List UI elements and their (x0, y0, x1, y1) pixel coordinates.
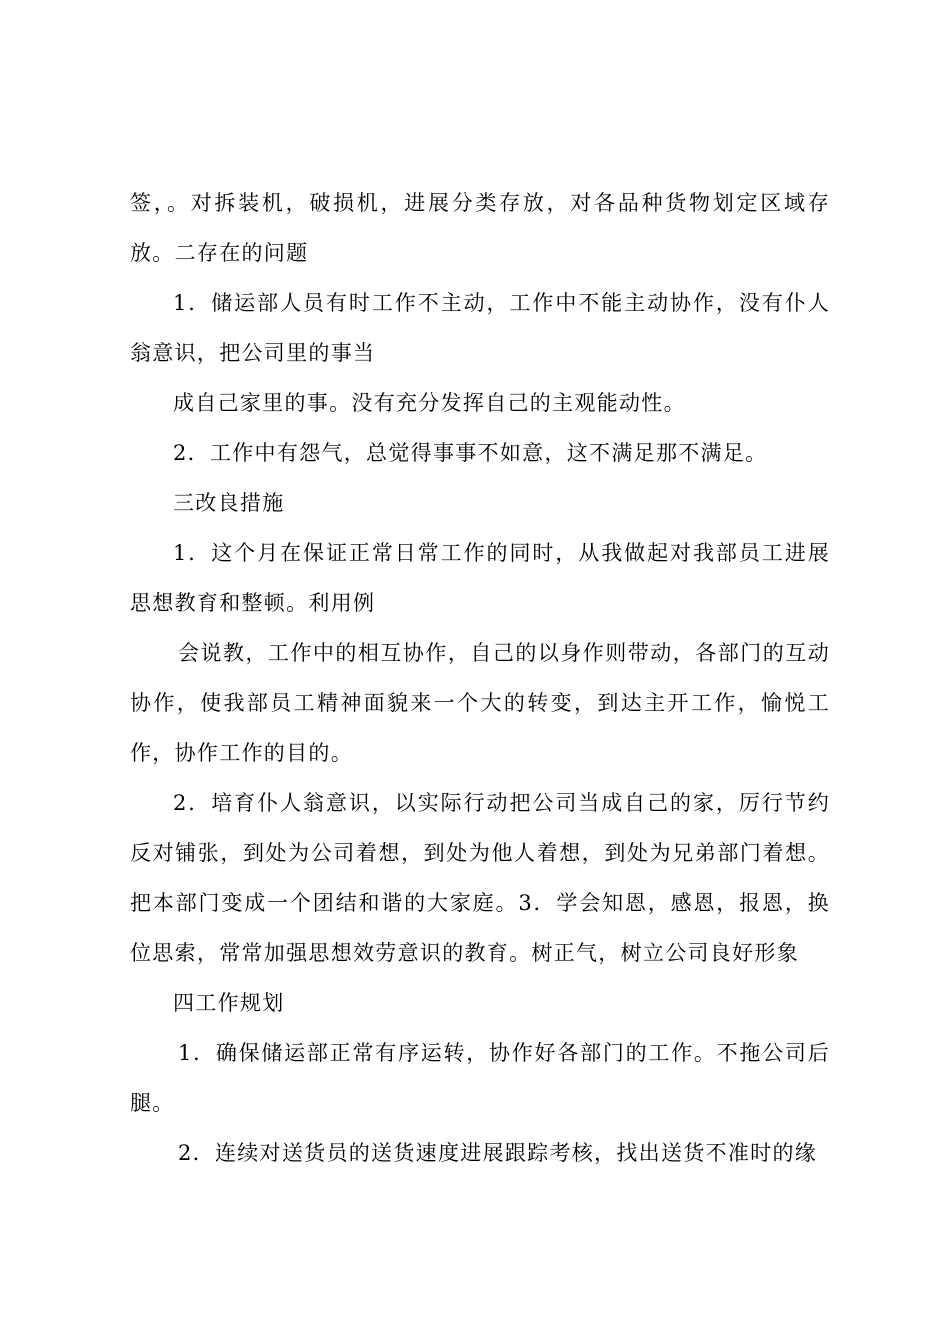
paragraph-problem-1-continued: 成自己家里的事。没有充分发挥自己的主观能动性。 (173, 391, 686, 415)
paragraph-problem-2: 2．工作中有怨气，总觉得事事不如意，这不满足那不满足。 (173, 441, 768, 465)
paragraph-problem-1: 1．储运部人员有时工作不主动，工作中不能主动协作，没有仆人翁意识，把公司里的事当 (130, 291, 830, 365)
paragraph-plan-2: 2．连续对送货员的送货速度进展跟踪考核，找出送货不准时的缘 (178, 1141, 818, 1165)
paragraph-measure-1: 1．这个月在保证正常日常工作的同时，从我做起对我部员工进展思想教育和整顿。利用例 (130, 541, 830, 615)
paragraph-measure-1-continued: 会说教，工作中的相互协作，自己的以身作则带动，各部门的互动协作，使我部员工精神面貌来一个大的转变，到达主开工作，愉悦工作，协作工作的目的。 (130, 641, 830, 765)
section-heading-work-plan: 四工作规划 (173, 991, 285, 1015)
paragraph-measure-2-3: 2．培育仆人翁意识，以实际行动把公司当成自己的家，厉行节约反对铺张，到处为公司着想，到处为他人着想，到处为兄弟部门着想。把本部门变成一个团结和谐的大家庭。3．学会知恩，感恩，报恩，换位思索，常常加强思想效劳意识的教育。树正气，树立公司良好形象 (130, 791, 830, 965)
section-heading-improvement: 三改良措施 (173, 491, 285, 515)
paragraph-storage-arrangement: 签，。对拆装机，破损机，进展分类存放，对各品种货物划定区域存放。二存在的问题 (130, 191, 830, 265)
paragraph-plan-1: 1．确保储运部正常有序运转，协作好各部门的工作。不拖公司后腿。 (130, 1041, 830, 1115)
